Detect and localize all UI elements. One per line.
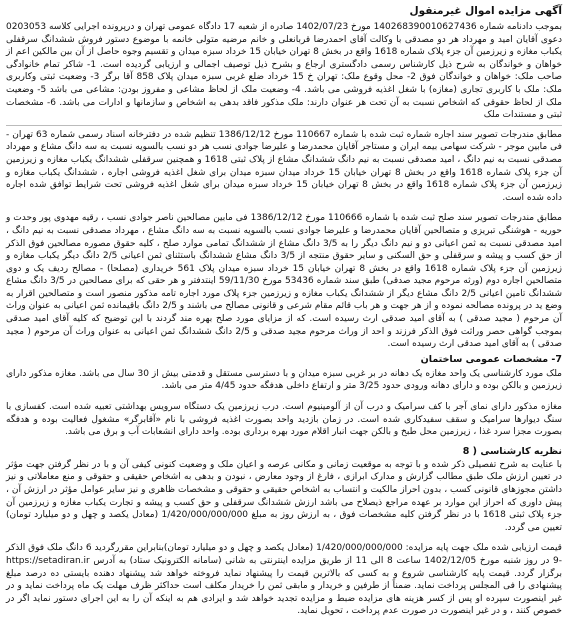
lease-paragraph: مطابق مندرجات تصویر سند اجاره شماره ثبت شده با شماره 110667 مورخ 1386/12/12 تنظیم شده در دفترخانه اسناد رسمی شماره 63 تهران - فی مابین موجر - شرکت سهامی بیمه ایران و مستاجر آقایان محمدرضا و علیرضا جوادی نسب هر دو نسب بالسویه نسبت به سه دانگ مشاع و مهرداد مصدقی نسبت به نیم دانگ ، امید مصدقی نسبت به نیم دانگ ششدانگ مشاع از پلاک ثبتی 1618 و همچنین سرقفلی ششدانگ یکباب مغازه و زیرزمین آن جزء پلاک شماره 1618 واقع در بخش 8 تهران خیابان 15 خرداد میدان سبزه میدان برای شغل اغذیه فروشی اجاره ، ششدانگ یکباب مغازه و زیرزمین آن جزء پلاک شماره 1618 واقع در بخش 8 تهران خیابان 15 خرداد سبزه میدان برای شغل اغذیه فروشی تحت شرایط توافق شده اجاره داده شده است. bbox=[6, 129, 563, 203]
section-8-heading: نظریه کارشناسی ( 8 bbox=[462, 445, 562, 457]
auction-terms-paragraph: قیمت ارزیابی شده ملک جهت پایه مزایده: 1/420/000/000/000 (معادل یکصد و چهل و دو میلیارد تومان)بنابراین مقررگردید 6 دانگ ملک فوق الذکر -9 در روز شنبه مورخ 1402/12/05 ساعت 8 الی 11 از طریق مزایده اینترنتی به شانی (سامانه الکترونیک ستاد) به آدرس https://setadiran.ir برگزار گردد. قیمت پایه کارشناسی شروع و به کسی که بالاترین قیمت را پیشنهاد نماید فروخته خواهد شد پیشنهاد دهنده بایستی ده درصد مبلغ پیشنهادی را فی المجلس پرداخت نماید. ضمناً از طرفین و خریدار و مابقی ثمن را خریدار مکلف است حداکثر ظرف مهلت یک ماه پرداخت نماید و در غیر اینصورت سپرده او پس از کسر هزینه های مزایده ضبط و مزایده تجدید خواهد شد و ایرادی هم به اینکه آن را به این اجرای دستور نماید اگر در خصوص کنند ، و در غیر اینصورت در صورت عدم پرداخت ، تحویل نماید. bbox=[6, 543, 563, 617]
intro-paragraph: بموجب دادنامه شماره 140268390010627436 مورخ 1402/07/23 صادره از شعبه 17 دادگاه عمومی تهران و درپرونده اجرایی کلاسه 0203053 دعوی آقایان امید و مهرداد هر دو مصدقی با وکالت آقای احمدرضا قربانعلی و خانم مرضیه متولی خانمه با موضوع دستور فروش ششدانگ سرقفلی یکباب مغازه و زیرزمین آن جزء پلاک شماره 1618 واقع در بخش 8 تهران خیابان 15 خرداد سبزه میدان و تقسیم وجوه حاصل از آن بین مالکین اعم از خواهان و خواندگان به شرح ذیل کارشناس رسمی دادگستری ارجاع و بشرح ذیل توصیف اجمالی و ارزیابی گردیده است. 1- شاکر تمام خانوادگی صاحب ملک: خواهان و خواندگان فوق 2- محل وقوع ملک: تهران خ 15 خرداد ضلع غربی سبزه میدان پلاک 858 آقا برگر 3- وضعیت ثبتی وکاربری ملک: ملک با کاربری تجاری (مغازه) با شغل اغذیه فروشی می باشد. 4- وضعیت ملک از لحاظ مشاعی و مفروز بودن: مشاعی می باشد 5- وضعیت ملک از لحاظ حقوقی که اشخاص نسبت به آن تحت هر عنوان دارند: ملک مذکور فاقد بدهی به اشخاص و سازمانها و ادارات می باشد. 6- مشخصات ثبتی و مستندات ملک bbox=[6, 22, 562, 121]
shop-details-paragraph: مغازه مذکور دارای نمای آجر با کف سرامیک و درب آن از آلومینیوم است. درب زیرزمین یک دستگاه سرویس بهداشتی تعبیه شده است. کفسازی با سنگ دیوارها سرامیک و سقف سفیدکاری شده است. در زمان بازدید واحد بصورت اغذیه فروشی با نام «آقابرگر» مشغول فعالیت بوده و هدفگه بصورت مجزا سرد غذا ، زیرزمین محل طبخ و بالکن جهت انبار اقلام مورد بهره برداری بوده. واحد دارای انشعابات آب و برق می باشد. bbox=[6, 402, 562, 438]
divider bbox=[6, 125, 562, 126]
expert-opinion-paragraph: با عنایت به شرح تفصیلی ذکر شده و با توجه به موقعیت زمانی و مکانی عرصه و اعیان ملک و وضعیت کنونی کیفی آن و با در نظر گرفتن جهت مؤثر در تعیین ارزش ملک طبق مطالب گزارش و مدارک ابرازی ، فارغ از وجود معارض ، نبودن و بدهی به اشخاص حقیقی و حقوقی و منع معاملاتی و نیز داشتن مجوزهای قانونی کسب ، بدون احراز مالکیت و انتساب به اشخاص حقیقی و حقوقی و مشخصات ظاهری و نیز سایر عوامل مؤثر در ارزش آن ، پیش داوری که احراز این موارد بر عهده مراجع ذیصلاح می باشد ارزش ششدانگ سرقفلی و حق کسب و پیشه و تجارت یکباب مغازه و زیرزمین آن جزء پلاک ثبتی 1618 با در نظر گرفتن کلیه مشخصات فوق ، به ارزش روز به مبلغ 1/420/000/000/000 (معادل یکصد و چهل و دو میلیارد تومان) تعیین می گردد. bbox=[6, 459, 563, 533]
section-7-heading: 7- مشخصات عمومی ساختمان bbox=[420, 353, 562, 365]
settlement-paragraph: مطابق مندرجات تصویر سند صلح ثبت شده با شماره 110666 مورخ 1386/12/12 فی مابین مصالحین ناصر جوادی نسب ، رقیه مهدوی پور وحدت و حوریه - هوشنگی تبریزی و متصالحین آقایان محمدرضا و علیرضا جوادی نسب بالسویه نسبت به سه دانگ مشاع ، مهرداد مصدقی نسبت به نیم دانگ ، امید مصدقی نسبت به ثمن اعیانی دو و نیم دانگ دیگر را به 3/5 دانگ مشاع از ششدانگ تمامی موارد صلح ، کلیه حقوق مصوره مصالحین فوق الذکر از حق کسب و پیشه و سرقفلی و حق السکنی و سایر حقوق منتجه از 3/5 دانگ مشاع ششدانگ باستثنای ثمن اعیانی 2/5 دانگ دیگر یکباب مغازه و زیرزمین آن جزء پلاک شماره 1618 واقع در بخش 8 تهران خیابان 15 خرداد سبزه میدان پلاک 561 خریداری (مصلحا) - مصالح ردیف یک و دوی متصالحین اجاره دوم (ورثه مرحوم مجید صدقی) طبق سند شماره 53436 مورخ 59/11/30 اینتدفتر و هر حقی که برای مصالحین در 3/5 دانگ مشاع ششدانگ تامین اعیانی 2/5 دانگ مشاع دیگر از ششدانگ یکباب مغازه و زیرزمین جزء پلاک مورد اجاره تامه مذکور منصور است و متصالحین اقرار به وضع ید در پرونده مصالحه نموده و از هر جهت و هر باب قائم مقام شرعی و قانونی مصالح می باشند و 2/5 دانگ باقیمانده ثمن اعیانی به عنوان وراث آن مرحوم ( مجید صدقی ) به آقای امید صدقی ارث رسیده است. که از مزایای مورد صلح بهره مند گردند با این توضیح که کلیه آقای امید صدقی بموجب گواهی حصر وراثت فوق الذکر فرزند و احد از وراث مرحوم مجید صدقی و 2/5 دانگ ششدانگ ثمن اعیانی به عنوان وراث آن مرحوم ( مجید صدقی ) به آقای امید صدقی ارث رسیده است. bbox=[6, 213, 563, 350]
notice-title: آگهی مزایده اموال غیرمنقول bbox=[409, 5, 562, 17]
building-paragraph: ملک مورد کارشناسی یک واحد مغازه یک دهانه در بر غربی سبزه میدان و با دسترسی مستقل و قدمتی بیش از 30 سال می باشد. مغازه مذکور دارای زیرزمین و بالکن بوده و دارای دهانه ورودی حدود 3/25 متر و ارتفاع داخلی هدفگه حدود 4/45 متر می باشد. bbox=[6, 368, 562, 392]
